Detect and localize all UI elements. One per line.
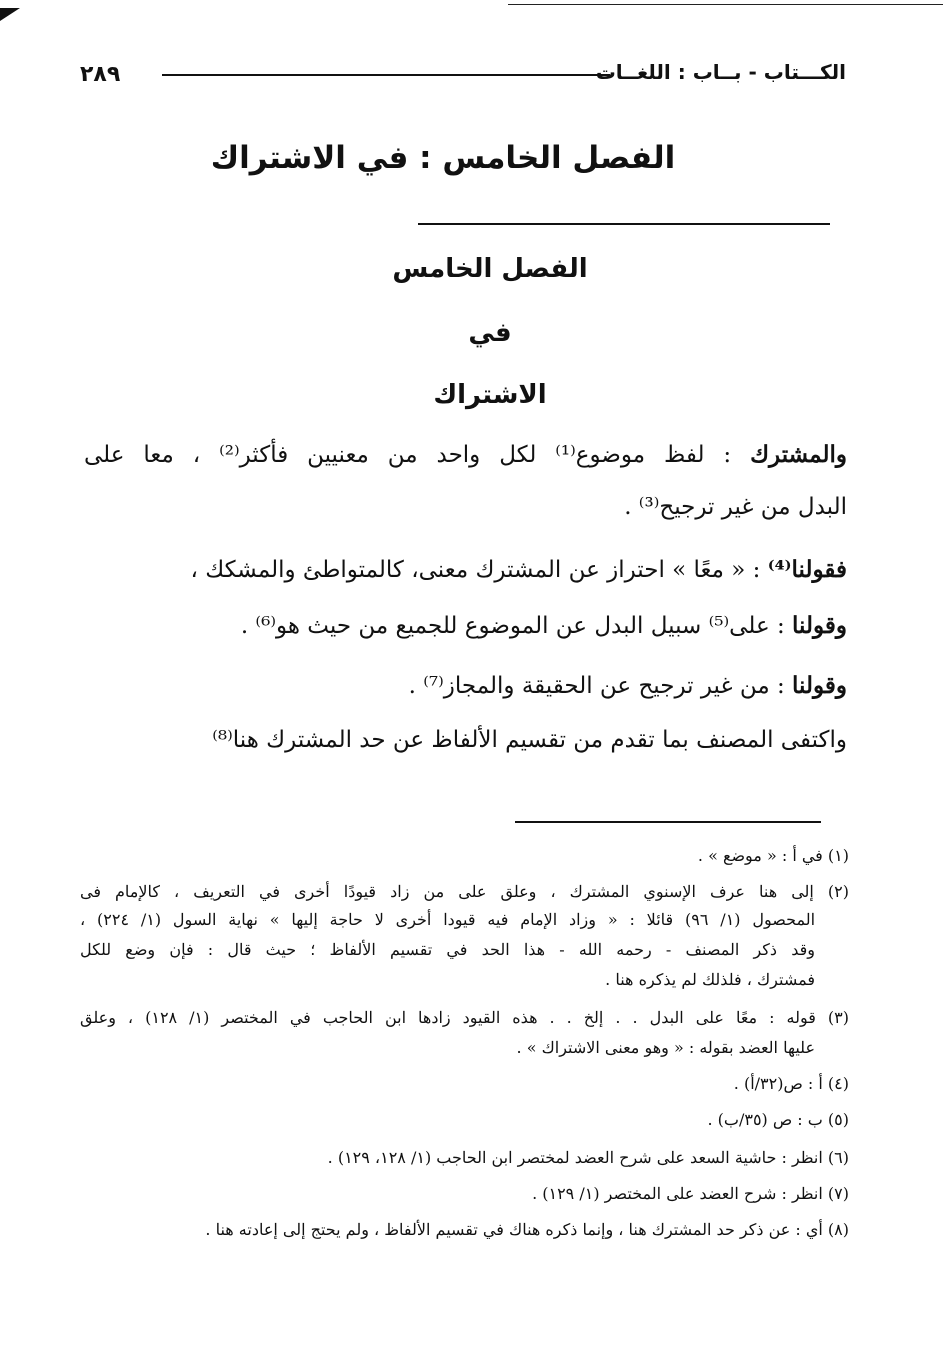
body-line	[212, 727, 847, 753]
body-line	[409, 672, 847, 699]
footnote-6: (٦) انظر : حاشية السعد على شرح العضد لمختصر ابن الحاجب (١/ ١٢٨، ١٢٩) .	[327, 1148, 849, 1167]
section-heading-chapter: الفصل الخامس	[392, 254, 588, 284]
footnote-2: (٢) إلى هنا عرف الإسنوي المشترك ، وعلق على من زاد قيودًا أخرى في التعريف ، كالإمام فى	[80, 882, 849, 901]
body-text: : من غير ترجيح عن الحقيقة والمجاز⁽⁷⁾ .	[408, 673, 793, 699]
term-lead: وقولنا	[792, 672, 847, 699]
body-line	[190, 556, 847, 583]
footnote-2-continued: فمشترك ، فلذلك لم يذكره هنا .	[605, 970, 815, 989]
section-heading-topic: الاشتراك	[433, 380, 547, 410]
term-lead: فقولنا⁽⁴⁾	[767, 556, 847, 583]
footnote-3-continued: عليها العضد بقوله : « وهو معنى الاشتراك » .	[516, 1038, 815, 1057]
footnote-8: (٨) أي : عن ذكر حد المشترك هنا ، وإنما ذكره هناك في تقسيم الألفاظ ، ولم يحتج إلى إعادته هنا .	[205, 1220, 849, 1239]
chapter-title: الفصل الخامس : في الاشتراك	[210, 140, 676, 176]
footnote-4: (٤) أ : ص(٣٢/أ) .	[733, 1074, 849, 1093]
body-line	[241, 612, 847, 639]
running-head: الكـــتاب - بــاب : اللغــات	[595, 60, 846, 84]
footnote-1: (١) في أ : « موضع » .	[697, 846, 849, 865]
body-line	[84, 441, 847, 468]
body-text: البدل من غير ترجيح⁽³⁾ .	[624, 494, 847, 520]
term-lead: والمشترك	[750, 441, 847, 468]
body-text: : « معًا » احتراز عن المشترك معنى، كالمتواطئ والمشكك ،	[190, 557, 768, 583]
section-heading-in: في	[468, 318, 512, 348]
footnote-3: (٣) قوله : معًا على البدل . . إلخ . . هذه القيود زادها ابن الحاجب في المختصر (١/ ١٢٨) ، وعلق	[80, 1008, 849, 1027]
body-text: : على⁽⁵⁾ سبيل البدل عن الموضوع للجميع من حيث هو⁽⁶⁾ .	[240, 613, 793, 639]
scan-top-rule	[508, 4, 943, 5]
term-lead: وقولنا	[792, 612, 847, 639]
header-rule	[162, 74, 610, 76]
footnote-2-continued: المحصول (١/ ٩٦) قائلا : « وزاد الإمام فيه قيودا أخرى لا حاجة إليها » نهاية السول (١/ ٢٢٤) ،	[80, 910, 816, 929]
corner-mark	[0, 8, 20, 21]
body-text: واكتفى المصنف بما تقدم من تقسيم الألفاظ عن حد المشترك هنا⁽⁸⁾	[212, 727, 847, 753]
page-header	[80, 56, 846, 96]
footnote-2-continued: وقد ذكر المصنف - رحمه الله - هذا الحد في تقسيم الألفاظ ؛ حيث قال : فإن وضع للكل	[80, 940, 815, 959]
title-rule	[418, 223, 830, 225]
footnote-separator	[515, 821, 821, 823]
footnote-7: (٧) انظر : شرح العضد على المختصر (١/ ١٢٩) .	[532, 1184, 849, 1203]
body-line	[624, 494, 847, 520]
footnote-5: (٥) ب : ص (٣٥/ب) .	[707, 1110, 849, 1129]
body-text: : لفظ موضوع⁽¹⁾ لكل واحد من معنيين فأكثر⁽²⁾ ، معا على	[84, 442, 751, 468]
page-number: ٢٨٩	[80, 62, 121, 87]
